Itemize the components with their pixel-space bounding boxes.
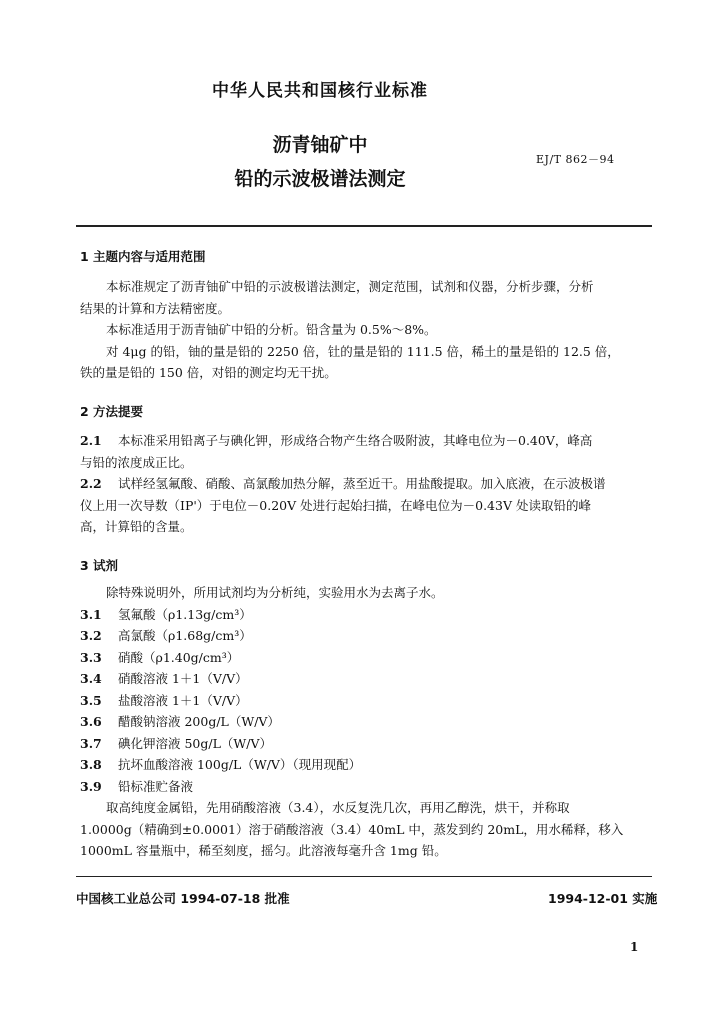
reagent-num: 3.4 (80, 671, 102, 686)
reagent-item (80, 647, 623, 669)
s1-p1-l1: 本标准规定了沥青铀矿中铅的示波极谱法测定，测定范围，试剂和仪器，分析步骤，分析 (106, 279, 594, 294)
reagent-text: 铅标准贮备液 (118, 778, 194, 794)
reagent-text: 碘化钾溶液 50g/L（W/V） (118, 735, 272, 751)
s2-item2-l3: 高，计算铅的含量。 (80, 519, 193, 534)
section-1-heading: 1 主题内容与适用范围 (80, 249, 206, 264)
s1-p1-l2: 结果的计算和方法精密度。 (80, 300, 231, 316)
effective-date: 1994-12-01 实施 (548, 891, 658, 906)
reagent-item (80, 711, 623, 733)
reagent-num: 3.5 (80, 692, 102, 708)
s3-final-l1: 取高纯度金属铅，先用硝酸溶液（3.4），水反复洗几次，再用乙醇洗，烘干，并称取 (106, 800, 570, 815)
section-2-heading: 2 方法提要 (80, 404, 144, 419)
standard-category-title: 中华人民共和国核行业标准 (212, 81, 428, 101)
reagent-text: 抗坏血酸溶液 100g/L（W/V）（现用现配） (118, 757, 362, 772)
reagent-text: 硝酸溶液 1＋1（V/V） (118, 671, 248, 686)
reagent-item (80, 776, 623, 798)
s2-item1-l1 (80, 430, 606, 452)
approval-line: 中国核工业总公司 1994-07-18 批准 (76, 891, 290, 906)
reagent-num: 3.2 (80, 628, 102, 643)
s1-p3-l1: 对 4μg 的铅，铀的量是铅的 2250 倍，钍的量是铅的 111.5 倍，稀土的量是铅的 12.5 倍， (106, 343, 620, 359)
reagent-text: 醋酸钠溶液 200g/L（W/V） (118, 714, 280, 729)
s2-item2-l1 (80, 473, 606, 495)
s3-final-l2: 1.0000g（精确到±0.0001）溶于硝酸溶液（3.4）40mL 中，蒸发到约 20mL，用水稀释，移入 (80, 821, 624, 837)
section-2-body (80, 430, 606, 538)
reagent-num: 3.9 (80, 778, 102, 794)
section-3-body (80, 582, 623, 862)
reagent-text: 硝酸（ρ1.40g/cm³） (118, 649, 240, 665)
document-title-line1: 沥青铀矿中 (272, 134, 368, 156)
s2-item2-text-l1: 试样经氢氟酸、硝酸、高氯酸加热分解，蒸至近干。用盐酸提取。加入底液，在示波极谱 (118, 476, 606, 491)
s1-p3-l2: 铁的量是铅的 150 倍，对铅的测定均无干扰。 (80, 365, 337, 380)
s2-item2-l2: 仪上用一次导数（IP'）于电位－0.20V 处进行起始扫描，在峰电位为－0.43V 处读取铅的峰 (80, 497, 591, 513)
s2-item1-l2: 与铅的浓度成正比。 (80, 454, 193, 470)
section-1-body (80, 276, 620, 384)
page-number: 1 (630, 940, 639, 954)
reagent-num: 3.1 (80, 606, 102, 622)
reagent-item (80, 754, 623, 776)
standard-code: EJ/T 862－94 (536, 153, 615, 166)
s3-final-l3: 1000mL 容量瓶中，稀至刻度，摇匀。此溶液每毫升含 1mg 铅。 (80, 843, 447, 858)
reagent-text: 高氯酸（ρ1.68g/cm³） (118, 628, 252, 643)
reagent-item (80, 625, 623, 647)
reagent-item (80, 690, 623, 712)
s2-item1-text-l1: 本标准采用铅离子与碘化钾，形成络合物产生络合吸附波，其峰电位为－0.40V，峰高 (118, 433, 593, 448)
document-title-line2: 铅的示波极谱法测定 (234, 168, 406, 190)
reagent-item (80, 733, 623, 755)
footer-divider (76, 876, 652, 877)
section-3-heading: 3 试剂 (80, 558, 119, 573)
reagent-item (80, 668, 623, 690)
reagent-text: 盐酸溶液 1＋1（V/V） (118, 692, 248, 708)
reagent-text: 氢氟酸（ρ1.13g/cm³） (118, 606, 252, 622)
header-divider (76, 225, 652, 227)
reagent-item (80, 604, 623, 626)
s3-intro: 除特殊说明外，所用试剂均为分析纯，实验用水为去离子水。 (106, 585, 444, 600)
s2-item2-num: 2.2 (80, 476, 102, 491)
reagent-num: 3.8 (80, 757, 102, 772)
s2-item1-num: 2.1 (80, 433, 102, 448)
reagent-num: 3.3 (80, 649, 102, 665)
s1-p2-l1: 本标准适用于沥青铀矿中铅的分析。铅含量为 0.5%～8%。 (106, 322, 437, 337)
reagent-num: 3.7 (80, 735, 102, 751)
reagent-num: 3.6 (80, 714, 102, 729)
